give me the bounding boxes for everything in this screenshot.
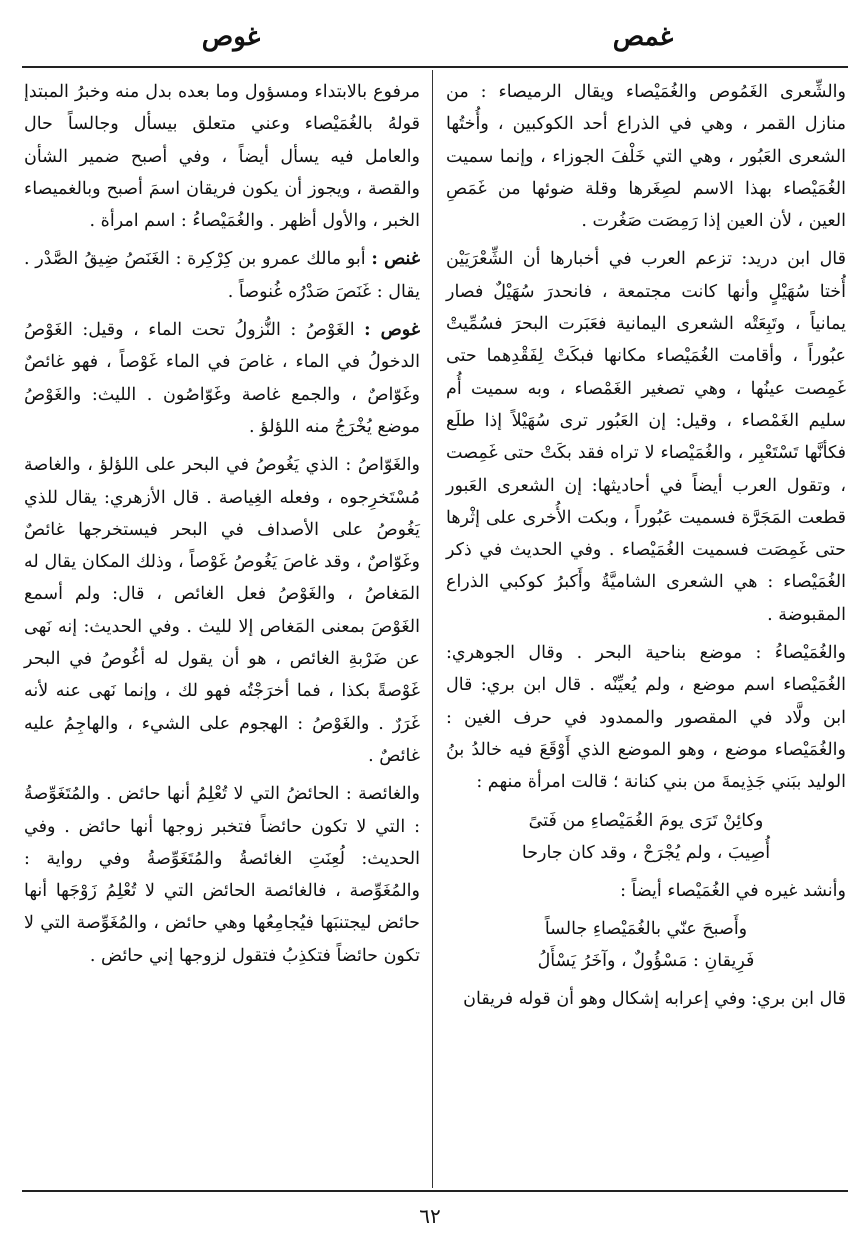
headword-ghawas: غوص : [364, 320, 420, 341]
verse-1 [446, 805, 846, 869]
right-column [446, 76, 846, 1021]
right-paragraph-4: وأنشد غيره في الغُمَيْصاء أيضاً : [620, 880, 846, 901]
verse-1-line-2: أُصِيبَ ، ولم يُجْرَحْ ، وقد كان جارحا [521, 842, 771, 863]
verse-2-line-2: فَرِيقانِ : مَسْؤُولٌ ، وآخَرُ يَسْأَلُ [537, 950, 755, 971]
entry-ghanas [24, 243, 420, 308]
header-left-word: غوص [201, 22, 261, 52]
bottom-rule [22, 1190, 848, 1192]
right-paragraph-1: والشِّعرى الغَمُوص والغُمَيْصاء ويقال الرميصاء : من منازل القمر ، وهي في الذراع أحد الكوكبين ، وأُختُها الشعرى العَبُور ، وهي التي خَلْفَ الجوزاء ، وإنما سميت الغُمَيْصاء بهذا الاسم لصِغَرها وقلة ضوئها من غَمَصِ العين ، لأن العين إذا رَمِصَت صَغُرت . [446, 82, 846, 232]
left-column [24, 76, 420, 978]
left-paragraph-1: مرفوع بالابتداء ومسؤول وما بعده بدل منه وخبرُ المبتدإ قولهُ بالغُمَيْصاء وعني متعلق بيسأل وجالساً حال والعامل فيه يسأل أيضاً ، وفي أصبح ضمير الشأن والقصة ، ويجوز أن يكون فريقان اسمَ أصبح وبالغميصاء الخبر ، والأول أظهر . والغُمَيْصاءُ : اسم امرأة . [24, 82, 420, 232]
right-paragraph-5: قال ابن بري: وفي إعرابه إشكال وهو أن قوله فريقان [463, 988, 846, 1009]
left-paragraph-5: والغائصة : الحائضُ التي لا تُعْلِمُ أنها حائض . والمُتَغَوِّصةُ : التي لا تكون حائضاً فتخبر زوجها أنها حائض . وفي الحديث: لُعِنَتِ الغائصةُ والمُتَغَوِّصةُ وفي رواية : والمُغَوِّصة ، فالغائصة الحائض التي لا تُعْلِمُ زَوْجَها أنها حائض ليجتنبَها فيُجامِعُها وهي حائض ، والمُغَوِّصة التي لا تكون حائضاً فتكذِبُ فتقول لزوجها إني حائض . [24, 784, 420, 966]
verse-1-line-1: وكائِنْ تَرَى يومَ الغُمَيْصاءِ من فَتىً [528, 810, 764, 831]
headword-ghanas: غنص : [371, 249, 420, 270]
page-number: ٦٢ [419, 1204, 441, 1228]
right-paragraph-2: قال ابن دريد: تزعم العرب في أخبارها أن الشِّعْرَيَيْن أُختا سُهَيْلٍ وأنها كانت مجتمعة ، فانحدرَ سُهَيْلٌ فصار يمانياً ، وتَبِعَتْه الشعرى اليمانية فعَبَرت البحرَ فسُمِّيتْ عبُوراً ، وأقامت الغُمَيْصاء مكانها فبكَتْ لِفَقْدِهما حتى غَمِصت عينُها ، وهي تصغير الغَمْصاء ، وبه سميت أُم سليم الغَمْصاء ، وقيل: إن العَبُور ترى سُهَيْلاً إذا طلَع فكأنَّها تَسْتَعْبِر ، والغُمَيْصاء لا تراه فقد بكَتْ حتى غَمِصت ، وتقول العرب أيضاً في أحاديثها: إن الشعرى العَبور قطعت المَجَرَّة فسميت عَبُوراً ، وبكت الأُخرى على إثْرها حتى غَمِصَت فسميت الغُمَيْصاء . وفي الحديث في ذكر الغُمَيْصاء : هي الشعرى الشاميَّةُ وأَكبرُ كوكبي الذراع المقبوضة . [446, 249, 846, 625]
header-right-word: غمص [612, 22, 674, 52]
column-divider [432, 70, 433, 1188]
verse-2-line-1: وأَصبحَ عنّي بالغُمَيْصاءِ جالساً [544, 918, 748, 939]
entry-ghawas-text: الغَوْصُ : النُّزولُ تحت الماء ، وقيل: الغَوْصُ الدخولُ في الماء ، غاصَ في الماء غَوْصاً ، فهو غائصٌ وغَوّاصٌ ، والجمع غاصة وغَوّاصُون . الليث: والغَوْصُ موضع يُخْرَجُ منه اللؤلؤ . [24, 320, 420, 437]
verse-2 [446, 913, 846, 977]
entry-ghanas-text: أبو مالك عمرو بن كِرْكِرة : الغَنَصُ ضِيقُ الصَّدْر . يقال : غَنَصَ صَدْرُه غُنوصاً . [24, 249, 420, 302]
top-rule [22, 66, 848, 68]
entry-ghawas [24, 314, 420, 443]
right-paragraph-3: والغُمَيْصاءُ : موضع بناحية البحر . وقال الجوهري: الغُمَيْصاء اسم موضع ، ولم يُعيِّنْه . قال ابن بري: قال ابن ولَّاد في المقصور والممدود في حرف الغين : والغُمَيْصاء موضع ، وهو الموضع الذي أَوْقَعَ فيه خالدُ بنُ الوليد ببَني جَذِيمةَ من بني كنانة ؛ قالت امرأة منهم : [446, 643, 846, 793]
left-paragraph-4: والغَوّاصُ : الذي يَغُوصُ في البحر على اللؤلؤ ، والغاصة مُسْتَخرِجوه ، وفعله الغِياصة . قال الأزهري: يقال للذي يَغُوصُ على الأصداف في البحر فيستخرجها غائصٌ وغَوّاصٌ ، وقد غاصَ يَغُوصُ غَوْصاً ، وذلك المكان يقال له المَغاصُ ، والغَوْصُ فعل الغائص ، قال: ولم أسمع الغَوْصَ بمعنى المَغاص إلا لليث . وفي الحديث: إنه نَهى عن ضَرْبةِ الغائص ، هو أن يقول له أغُوصُ في البحر غَوْصةً بكذا ، فما أخرَجْتُه فهو لك ، وإنما نَهى عنه لأنه غَرَرٌ . والغَوْصُ : الهجوم على الشيء ، والهاجِمُ عليه غائصٌ . [24, 455, 420, 766]
